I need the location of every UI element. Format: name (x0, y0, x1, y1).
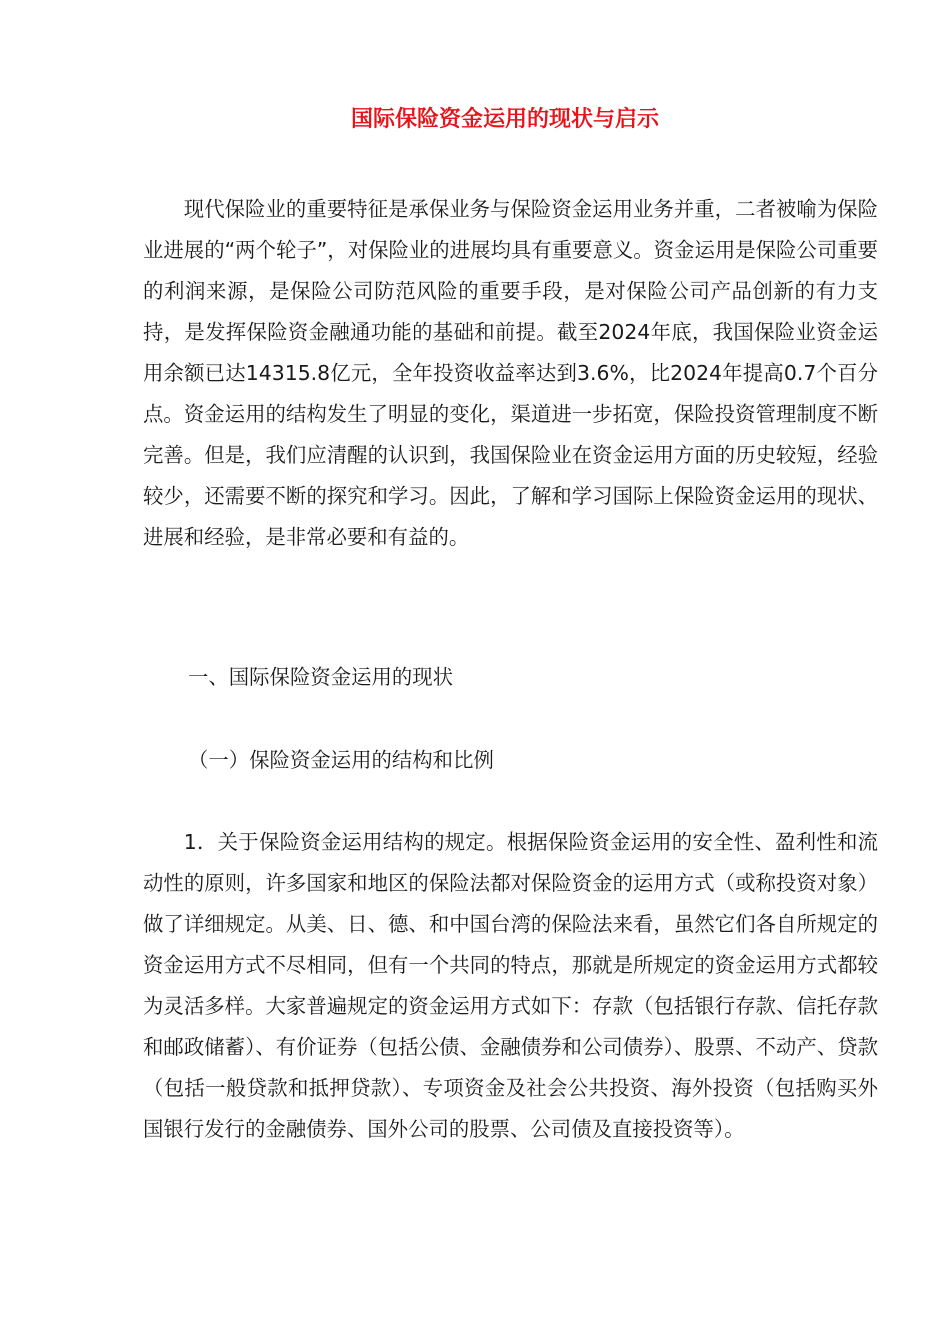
section-heading: 一、国际保险资金运用的现状 (188, 665, 454, 689)
structure-paragraph: 1．关于保险资金运用结构的规定。根据保险资金运用的安全性、盈利性和流动性的原则，许多国家和地区的保险法都对保险资金的运用方式（或称投资对象）做了详细规定。从美、日、德、和中国台湾的保险法来看，虽然它们各自所规定的资金运用方式不尽相同，但有一个共同的特点，那就是所规定的资金运用方式都较为灵活多样。大家普遍规定的资金运用方式如下：存款（包括银行存款、信托存款和邮政储蓄）、有价证券（包括公债、金融债券和公司债券）、股票、不动产、贷款（包括一般贷款和抵押贷款）、专项资金及社会公共投资、海外投资（包括购买外国银行发行的金融债券、国外公司的股票、公司债及直接投资等）。 (143, 830, 878, 1141)
intro-paragraph: 现代保险业的重要特征是承保业务与保险资金运用业务并重，二者被喻为保险业进展的“两个轮子”，对保险业的进展均具有重要意义。资金运用是保险公司重要的利润来源，是保险公司防范风险的重要手段，是对保险公司产品创新的有力支持，是发挥保险资金融通功能的基础和前提。截至2024年底，我国保险业资金运用余额已达14315.8亿元，全年投资收益率达到3.6%，比2024年提高0.7个百分点。资金运用的结构发生了明显的变化，渠道进一步拓宽，保险投资管理制度不断完善。但是，我们应清醒的认识到，我国保险业在资金运用方面的历史较短，经验较少，还需要不断的探究和学习。因此，了解和学习国际上保险资金运用的现状、进展和经验，是非常必要和有益的。 (143, 197, 878, 549)
document-title: 国际保险资金运用的现状与启示 (350, 107, 659, 132)
subsection-heading: （一）保险资金运用的结构和比例 (188, 748, 494, 772)
